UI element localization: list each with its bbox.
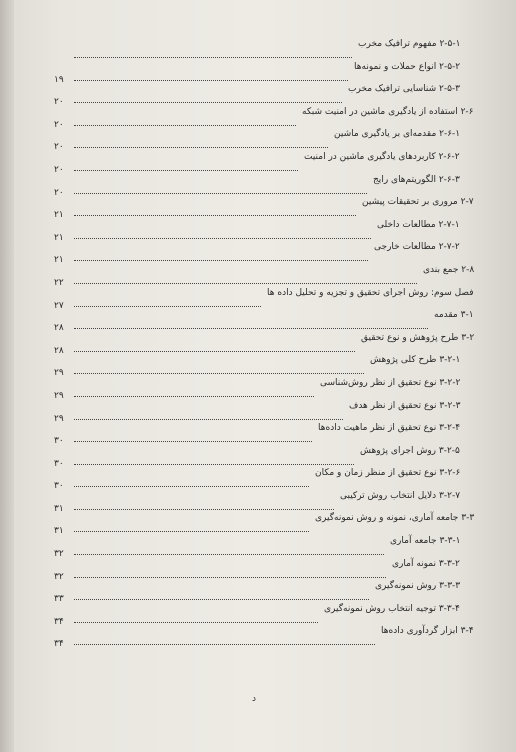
dot-leader <box>74 125 296 126</box>
dot-leader <box>74 486 309 487</box>
dot-leader <box>74 328 428 329</box>
toc-page-number: ۲۰ <box>54 187 64 198</box>
dot-leader <box>74 193 367 194</box>
dot-leader <box>74 509 334 510</box>
toc-row <box>54 558 474 581</box>
toc-entry-title: ۳-۲-۲ نوع تحقیق از نظر روش‌شناسی <box>320 377 461 388</box>
dot-leader <box>74 80 348 81</box>
toc-row <box>54 106 474 129</box>
toc-page-number: ۳۲ <box>54 571 64 582</box>
toc-row <box>54 377 474 400</box>
toc-row <box>54 580 474 603</box>
toc-entry-title: ۲-۶-۳ الگوریتم‌های رایج <box>373 174 460 185</box>
toc-page-number: ۳۳ <box>54 594 64 605</box>
toc-row <box>54 445 474 468</box>
dot-leader <box>74 419 343 420</box>
toc-row <box>54 174 474 197</box>
dot-leader <box>74 260 368 261</box>
toc-entry-title: ۳-۱ مقدمه <box>434 310 474 321</box>
toc-row <box>54 264 474 287</box>
toc-page-number: ۲۲ <box>54 277 64 288</box>
dot-leader <box>74 396 314 397</box>
dot-leader <box>74 351 355 352</box>
toc-entry-title: ۳-۳-۳ روش نمونه‌گیری <box>375 581 461 592</box>
toc-page-number: ۲۱ <box>54 210 64 221</box>
dot-leader <box>74 306 261 307</box>
toc-entry-title: ۲-۸ جمع بندی <box>423 264 475 275</box>
toc-page-number: ۱۹ <box>54 74 64 85</box>
toc-entry-title: ۲-۷-۱ مطالعات داخلی <box>377 219 460 230</box>
toc-row <box>54 38 474 61</box>
toc-row <box>54 151 474 174</box>
toc-entry-title: ۲-۵-۳ شناسایی ترافیک مخرب <box>348 84 460 95</box>
toc-page-number: ۲۱ <box>54 232 64 243</box>
toc-entry-title: ۲-۶ استفاده از یادگیری ماشین در امنیت شبکه <box>302 106 474 117</box>
toc-entry-title: ۲-۷ مروری بر تحقیقات پیشین <box>362 197 474 208</box>
table-of-contents <box>54 38 474 648</box>
dot-leader <box>74 441 312 442</box>
toc-entry-title: فصل سوم: روش اجرای تحقیق و تجزیه و تحلیل داده ها <box>267 287 474 298</box>
toc-page-number: ۲۰ <box>54 97 64 108</box>
dot-leader <box>74 464 354 465</box>
toc-page-number: ۳۴ <box>54 616 64 627</box>
toc-entry-title: ۳-۲-۴ نوع تحقیق از نظر ماهیت داده‌ها <box>318 423 461 434</box>
dot-leader <box>74 283 417 284</box>
dot-leader <box>74 622 318 623</box>
toc-page-number: ۳۰ <box>54 458 64 469</box>
dot-leader <box>74 599 369 600</box>
toc-row <box>54 625 474 648</box>
toc-entry-title: ۳-۲-۵ روش اجرای پژوهش <box>360 445 460 456</box>
toc-page-number: ۲۱ <box>54 255 64 266</box>
toc-page-number: ۳۱ <box>54 503 64 514</box>
toc-entry-title: ۳-۳-۴ توجیه انتخاب روش نمونه‌گیری <box>324 603 460 614</box>
toc-page-number: ۲۹ <box>54 368 64 379</box>
toc-entry-title: ۳-۳-۲ نمونه آماری <box>392 558 460 569</box>
toc-page-number: ۲۰ <box>54 119 64 130</box>
toc-entry-title: ۳-۲-۱ طرح کلی پژوهش <box>370 355 461 366</box>
toc-entry-title: ۲-۵-۱ مفهوم ترافیک مخرب <box>358 39 461 49</box>
toc-entry-title: ۲-۶-۲ کاربردهای یادگیری ماشین در امنیت <box>304 151 460 162</box>
toc-page-number: ۳۱ <box>54 526 64 537</box>
dot-leader <box>74 147 328 148</box>
dot-leader <box>74 102 342 103</box>
book-binding-shadow <box>0 0 14 752</box>
toc-row <box>54 196 474 219</box>
toc-row <box>54 128 474 151</box>
toc-page-number: ۲۰ <box>54 142 64 153</box>
toc-row <box>54 512 474 535</box>
toc-page-number: ۳۰ <box>54 436 64 447</box>
toc-row <box>54 535 474 558</box>
page-folio: د <box>252 694 257 704</box>
toc-entry-title: ۳-۴ ابزار گردآوری داده‌ها <box>381 626 474 637</box>
toc-row <box>54 287 474 310</box>
toc-entry-title: ۲-۶-۱ مقدمه‌ای بر یادگیری ماشین <box>334 129 461 140</box>
toc-entry-title: ۳-۳ جامعه آماری، نمونه و روش نمونه‌گیری <box>315 513 475 524</box>
toc-page-number: ۲۷ <box>54 300 64 311</box>
dot-leader <box>74 373 364 374</box>
toc-entry-title: ۳-۳-۱ جامعه آماری <box>390 536 461 547</box>
toc-row <box>54 219 474 242</box>
dot-leader <box>74 57 352 58</box>
toc-row <box>54 61 474 84</box>
toc-row <box>54 422 474 445</box>
toc-row <box>54 354 474 377</box>
toc-page-number: ۲۸ <box>54 345 64 356</box>
toc-row <box>54 241 474 264</box>
dot-leader <box>74 577 386 578</box>
toc-entry-title: ۳-۲-۶ نوع تحقیق از منظر زمان و مکان <box>315 468 461 479</box>
toc-page-number: ۳۲ <box>54 549 64 560</box>
toc-page-number: ۲۹ <box>54 390 64 401</box>
toc-page-number: ۳۰ <box>54 481 64 492</box>
toc-page-number: ۲۰ <box>54 164 64 175</box>
toc-page-number: ۳۴ <box>54 639 64 650</box>
toc-page-number: ۲۸ <box>54 323 64 334</box>
toc-row <box>54 332 474 355</box>
toc-row <box>54 467 474 490</box>
toc-row <box>54 83 474 106</box>
toc-entry-title: ۲-۵-۲ انواع حملات و نمونه‌ها <box>354 61 461 72</box>
dot-leader <box>74 644 375 645</box>
toc-row <box>54 490 474 513</box>
dot-leader <box>74 170 298 171</box>
toc-entry-title: ۳-۲-۳ نوع تحقیق از نظر هدف <box>349 400 461 411</box>
toc-row <box>54 603 474 626</box>
toc-row <box>54 309 474 332</box>
dot-leader <box>74 531 309 532</box>
toc-row <box>54 400 474 423</box>
dot-leader <box>74 215 356 216</box>
toc-page-number: ۲۹ <box>54 413 64 424</box>
toc-entry-title: ۳-۲-۷ دلایل انتخاب روش ترکیبی <box>340 490 461 501</box>
dot-leader <box>74 238 371 239</box>
toc-entry-title: ۳-۲ طرح پژوهش و نوع تحقیق <box>361 332 475 343</box>
toc-entry-title: ۲-۷-۲ مطالعات خارجی <box>374 242 460 253</box>
dot-leader <box>74 554 384 555</box>
